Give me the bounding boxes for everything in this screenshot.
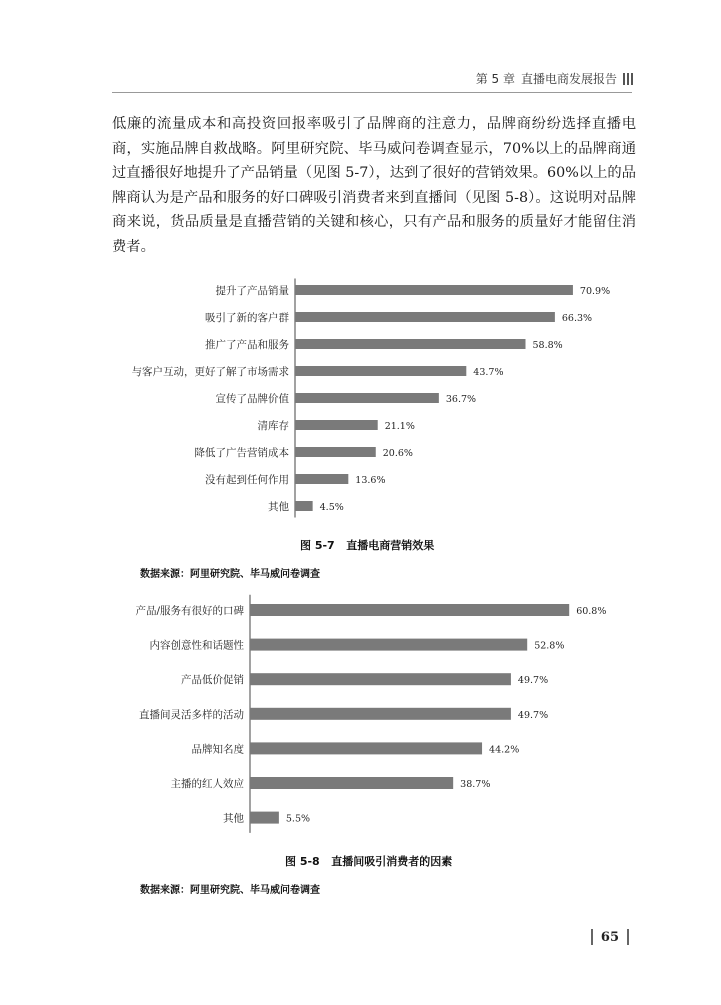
chart-1-value-label: 43.7%: [473, 367, 504, 378]
chart-2-svg: [0, 592, 721, 837]
chart-1-value-label: 4.5%: [319, 502, 344, 513]
chart-1-category-label: 清库存: [257, 420, 289, 432]
chart-1-bar: [295, 366, 466, 376]
chart-1-bar: [295, 447, 376, 457]
chart-2-category-label: 品牌知名度: [191, 743, 244, 756]
page-number-bar-right: [627, 929, 629, 945]
chart-1-bar: [295, 393, 439, 403]
chart-2-value-label: 49.7%: [517, 675, 549, 687]
chart-2-bar: [250, 812, 279, 824]
page-number: 65: [600, 929, 619, 945]
chart-1-category-label: 没有起到任何作用: [205, 474, 289, 486]
chart-2-value-label: 52.8%: [534, 640, 565, 652]
page-number-bar-left: [591, 929, 593, 945]
figure-5-8-title: 直播间吸引消费者的因素: [331, 855, 453, 868]
chart-2-bar: [250, 639, 527, 651]
chart-1-value-label: 21.1%: [384, 421, 415, 432]
chart-2-bar: [250, 777, 453, 789]
chart-1-category-label: 推广了产品和服务: [205, 339, 289, 351]
header-rule: [112, 92, 632, 93]
page-number-block: [591, 929, 629, 945]
chart-1-bar: [295, 339, 525, 349]
figure-5-8-caption: [285, 853, 452, 869]
chart-2-category-label: 主播的红人效应: [170, 778, 244, 790]
chart-2-bar: [250, 742, 482, 754]
chart-2-category-label: 内容创意性和话题性: [149, 639, 244, 652]
chart-1-category-label: 降低了广告营销成本: [194, 447, 289, 459]
chart-2-category-label: 直播间灵活多样的活动: [139, 708, 244, 721]
chart-1-value-label: 36.7%: [445, 394, 477, 405]
chart-1-svg: [0, 278, 721, 518]
chart-1-bar: [295, 501, 313, 511]
chart-1-bar: [295, 420, 378, 430]
chart-1-value-label: 58.8%: [532, 340, 563, 351]
chart-1-bar: [295, 474, 348, 484]
chart-1-category-label: 与客户互动，更好了解了市场需求: [131, 366, 289, 378]
chart-1-category-label: 提升了产品销量: [215, 285, 289, 297]
figure-5-7-source: 数据来源：阿里研究院、毕马威问卷调查: [140, 569, 320, 580]
chart-1-category-label: 其他: [268, 501, 289, 513]
figure-5-7-caption: [300, 537, 434, 553]
chart-2-value-label: 60.8%: [576, 606, 607, 617]
chart-2-bar: [250, 708, 511, 720]
figure-5-8-source: 数据来源：阿里研究院、毕马威问卷调查: [140, 885, 320, 896]
chart-2-value-label: 44.2%: [489, 744, 520, 756]
chart-2-category-label: 产品/服务有很好的口碑: [135, 605, 244, 617]
chart-2-category-label: 其他: [223, 812, 244, 825]
chart-2-category-label: 产品低价促销: [181, 674, 244, 687]
chart-2-value-label: 49.7%: [517, 709, 549, 721]
chart-1-value-label: 70.9%: [579, 286, 611, 297]
chart-1-value-label: 13.6%: [355, 475, 386, 486]
chart-2-value-label: 38.7%: [460, 779, 491, 790]
header-bars-icon: [623, 73, 633, 85]
figure-5-7-title: 直播电商营销效果: [346, 539, 435, 552]
chart-2-bar: [250, 604, 569, 616]
figure-5-8-label: 图 5-8: [285, 855, 320, 868]
figure-5-7-label: 图 5-7: [300, 539, 335, 552]
body-paragraph: 低廉的流量成本和高投资回报率吸引了品牌商的注意力，品牌商纷纷选择直播电商，实施品牌自救战略。阿里研究院、毕马威问卷调查显示，70%以上的品牌商通过直播很好地提升了产品销量（见图 5-7），达到了很好的营销效果。60%以上的品牌商认为是产品和服务的好口碑吸引消费者来到直播间（见图 5-8）。这说明对品牌商来说，货品质量是直播营销的关键和核心，只有产品和服务的质量好才能留住消费者。: [112, 116, 636, 255]
chart-1-value-label: 66.3%: [561, 313, 593, 324]
chart-2-value-label: 5.5%: [285, 813, 311, 825]
chart-1-value-label: 20.6%: [382, 448, 413, 459]
chart-1-category-label: 宣传了品牌价值: [215, 393, 289, 405]
chart-2-bar: [250, 673, 511, 685]
chart-1-bar: [295, 285, 573, 295]
running-head: [476, 70, 633, 87]
chart-1-category-label: 吸引了新的客户群: [205, 312, 289, 324]
chapter-number: 第 5 章: [475, 72, 515, 86]
chart-1-bar: [295, 312, 555, 322]
chapter-title: 直播电商发展报告: [520, 72, 617, 86]
